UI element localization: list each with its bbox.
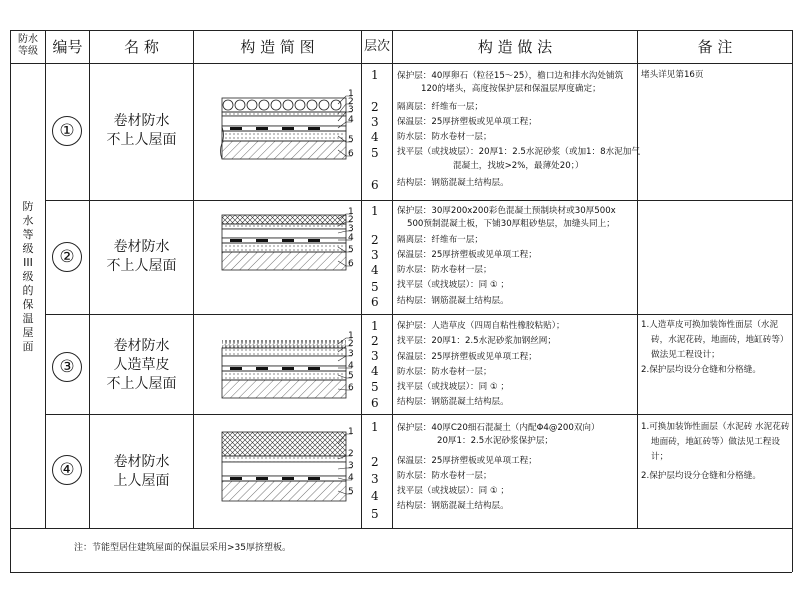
layer-number: 1 bbox=[371, 420, 379, 434]
turf-layer bbox=[222, 340, 346, 348]
row-name-1-line-2: 不上人屋面 bbox=[106, 132, 177, 148]
waterproof-layer-3 bbox=[222, 366, 346, 371]
header-layer: 层次 bbox=[363, 39, 390, 54]
header-number: 编号 bbox=[52, 38, 83, 56]
mortar-layer bbox=[222, 348, 346, 356]
leader-label: 6 bbox=[348, 149, 354, 159]
leader-label: 4 bbox=[348, 361, 354, 371]
leader-label: 3 bbox=[348, 105, 354, 115]
leader-label: 6 bbox=[348, 383, 354, 393]
leader-label: 4 bbox=[348, 233, 354, 243]
leader-label: 6 bbox=[348, 259, 354, 269]
method-line: 保护层：30厚200x200彩色混凝土预制块材或30厚500x bbox=[397, 206, 616, 216]
leader-label: 5 bbox=[348, 135, 354, 145]
row-number-1: ① bbox=[52, 116, 82, 146]
leader-label: 4 bbox=[348, 473, 354, 483]
row-number-4: ④ bbox=[52, 455, 82, 485]
method-line: 保温层：25厚挤塑板或见单项工程； bbox=[397, 351, 537, 362]
method-line: 500预制混凝土板，下铺30厚粗砂垫层，加缝头同上； bbox=[407, 219, 615, 230]
method-line: 20厚1：2.5水泥砂浆保护层； bbox=[437, 436, 554, 447]
layer-number: 3 bbox=[371, 115, 379, 129]
layer-number: 2 bbox=[371, 334, 379, 348]
layer-number: 2 bbox=[371, 100, 379, 114]
layer-number: 3 bbox=[371, 248, 379, 262]
row-name-4-line-1: 卷材防水 bbox=[113, 454, 170, 470]
diagram-row-4 bbox=[222, 432, 346, 501]
layer-number: 6 bbox=[371, 295, 379, 309]
layer-number: 5 bbox=[371, 380, 379, 394]
remark-line: 砖，水泥花砖，地面砖，地缸砖等） bbox=[651, 335, 789, 345]
diagram-row-3 bbox=[222, 340, 346, 398]
layer-number: 6 bbox=[371, 396, 379, 410]
layer-number: 5 bbox=[371, 280, 379, 294]
leader-label: 3 bbox=[348, 224, 354, 234]
method-line: 结构层：钢筋混凝土结构层。 bbox=[397, 178, 509, 189]
row-name-1-line-1: 卷材防水 bbox=[113, 113, 170, 129]
row-number-3: ③ bbox=[52, 352, 82, 382]
method-line: 保温层：25厚挤塑板或见单项工程； bbox=[397, 249, 537, 260]
layer-number: 5 bbox=[371, 146, 379, 160]
method-line: 保温层：25厚挤塑板或见单项工程； bbox=[397, 455, 537, 466]
row-name-3-line-2: 人造草皮 bbox=[113, 357, 170, 373]
layer-number: 1 bbox=[371, 204, 379, 218]
waterproof-layer-2 bbox=[222, 238, 346, 243]
concrete-layer bbox=[222, 432, 346, 456]
method-line: 防水层：防水卷材一层； bbox=[397, 366, 492, 377]
leader-label: 5 bbox=[348, 487, 354, 497]
leader-label: 1 bbox=[348, 331, 354, 341]
leader-label: 5 bbox=[348, 371, 354, 381]
layer-number: 1 bbox=[371, 319, 379, 333]
header-name: 名 称 bbox=[124, 38, 159, 56]
method-line: 结构层：钢筋混凝土结构层。 bbox=[397, 295, 509, 306]
leader-label: 3 bbox=[348, 461, 354, 471]
leader-label: 2 bbox=[348, 339, 354, 349]
leader-label: 2 bbox=[348, 449, 354, 459]
method-line: 保护层：40厚卵石（粒径15～25），檐口边和排水沟处铺筑 bbox=[397, 71, 624, 81]
block-layer bbox=[222, 215, 346, 224]
method-line: 找平层（或找坡层）：同 ① ； bbox=[397, 486, 509, 497]
method-line: 保温层：25厚挤塑板或见单项工程； bbox=[397, 116, 537, 127]
row-name-3-line-3: 不上人屋面 bbox=[106, 376, 177, 392]
row-name-3-line-1: 卷材防水 bbox=[113, 338, 170, 354]
method-line: 找平层：20厚1：2.5水泥砂浆加钢丝网； bbox=[397, 336, 556, 347]
method-line: 隔离层：纤维布一层； bbox=[397, 101, 483, 112]
row-number-2: ② bbox=[52, 242, 82, 272]
method-row-1 bbox=[397, 70, 640, 190]
method-row-4 bbox=[397, 422, 600, 514]
remarks-row-3 bbox=[641, 318, 789, 378]
remarks-row-1 bbox=[641, 68, 704, 83]
layer-number: 4 bbox=[371, 263, 379, 277]
layer-number: 4 bbox=[371, 130, 379, 144]
method-line: 防水层：防水卷材一层； bbox=[397, 470, 492, 481]
leader-label: 2 bbox=[348, 215, 354, 225]
method-line: 保护层：人造草皮（四周自粘性橡胶粘贴）； bbox=[397, 321, 565, 331]
leader-label: 2 bbox=[348, 97, 354, 107]
row-name-2-line-1: 卷材防水 bbox=[113, 239, 170, 255]
remark-line: 2.保护层均设分仓缝和分格缝。 bbox=[641, 365, 761, 375]
insulation-layer-4 bbox=[222, 462, 346, 476]
leader-label: 1 bbox=[348, 89, 354, 99]
method-row-2 bbox=[397, 205, 616, 308]
waterproof-layer-4 bbox=[222, 476, 346, 481]
remark-line: 1.人造草皮可换加装饰性面层（水泥 bbox=[641, 320, 779, 330]
header-grade-text: 防水等级 bbox=[18, 34, 38, 57]
structure-layer-4 bbox=[222, 481, 346, 501]
layer-number: 4 bbox=[371, 364, 379, 378]
gravel-layer bbox=[222, 98, 346, 112]
layer-number: 3 bbox=[371, 349, 379, 363]
footer-note: 注：节能型居住建筑屋面的保温层采用>35厚挤塑板。 bbox=[74, 543, 291, 553]
layer-number: 1 bbox=[371, 68, 379, 82]
layer-number: 5 bbox=[371, 507, 379, 521]
method-line: 防水层：防水卷材一层； bbox=[397, 265, 492, 276]
structure-layer-3 bbox=[222, 380, 346, 398]
leader-label: 3 bbox=[348, 349, 354, 359]
header-method: 构 造 做 法 bbox=[477, 38, 553, 56]
method-line: 混凝土，找坡>2%，最薄处20；） bbox=[453, 160, 584, 171]
leader-label: 1 bbox=[348, 207, 354, 217]
leader-label: 1 bbox=[348, 427, 354, 437]
header-remarks: 备 注 bbox=[697, 38, 733, 56]
remark-line: 堵头详见第16页 bbox=[641, 70, 704, 80]
separation-layer bbox=[222, 112, 346, 116]
remark-line: 2.保护层均设分仓缝和分格缝。 bbox=[641, 471, 761, 481]
layer-number: 4 bbox=[371, 489, 379, 503]
remark-line: 1.可换加装饰性面层（水泥砖 水泥花砖 bbox=[641, 422, 790, 432]
method-line: 找平层（或找坡层）：20厚1：2.5水泥砂浆（或加1：8水泥加气 bbox=[397, 147, 640, 158]
screed-layer-3 bbox=[222, 371, 346, 380]
method-line: 找平层（或找坡层）：同 ① ； bbox=[397, 382, 509, 393]
screed-layer bbox=[222, 131, 346, 141]
insulation-layer-3 bbox=[222, 356, 346, 366]
remark-line: 做法见工程设计； bbox=[651, 350, 720, 360]
insulation-layer-2 bbox=[222, 229, 346, 238]
remark-line: 地面砖，地缸砖等）做法见工程设 bbox=[651, 437, 780, 447]
method-row-3 bbox=[397, 320, 565, 410]
header-diagram: 构 造 简 图 bbox=[240, 38, 315, 56]
remarks-row-4 bbox=[641, 420, 789, 484]
remark-line: 计； bbox=[651, 452, 669, 462]
diagram-row-2 bbox=[222, 215, 346, 270]
method-line: 120的堵头，高度按保护层和保温层厚度确定； bbox=[421, 84, 601, 95]
waterproof-layer bbox=[222, 126, 346, 131]
sand-layer bbox=[222, 224, 346, 229]
leader-label: 5 bbox=[348, 245, 354, 255]
layer-number: 2 bbox=[371, 455, 379, 469]
screed-layer-2 bbox=[222, 243, 346, 252]
layer-number: 6 bbox=[371, 178, 379, 192]
leader-label: 4 bbox=[348, 115, 354, 125]
row-name-4-line-2: 上人屋面 bbox=[113, 473, 170, 489]
structure-layer bbox=[222, 141, 346, 159]
layer-number: 2 bbox=[371, 233, 379, 247]
row-name-2-line-2: 不上人屋面 bbox=[106, 258, 177, 274]
method-line: 结构层：钢筋混凝土结构层。 bbox=[397, 501, 509, 512]
structure-layer-2 bbox=[222, 252, 346, 270]
layer-number: 3 bbox=[371, 472, 379, 486]
diagram-row-1 bbox=[221, 98, 347, 159]
insulation-layer bbox=[222, 116, 346, 126]
method-line: 保护层：40厚C20细石混凝土（内配Φ4@200双向） bbox=[397, 423, 600, 433]
method-line: 隔离层：纤维布一层； bbox=[397, 234, 483, 245]
method-line: 找平层（或找坡层）：同 ① ； bbox=[397, 280, 509, 291]
method-line: 防水层：防水卷材一层； bbox=[397, 132, 492, 143]
grade-label: 防水等级III级的保温屋面 bbox=[22, 200, 34, 353]
method-line: 结构层：钢筋混凝土结构层。 bbox=[397, 397, 509, 408]
mortar-layer-4 bbox=[222, 456, 346, 462]
